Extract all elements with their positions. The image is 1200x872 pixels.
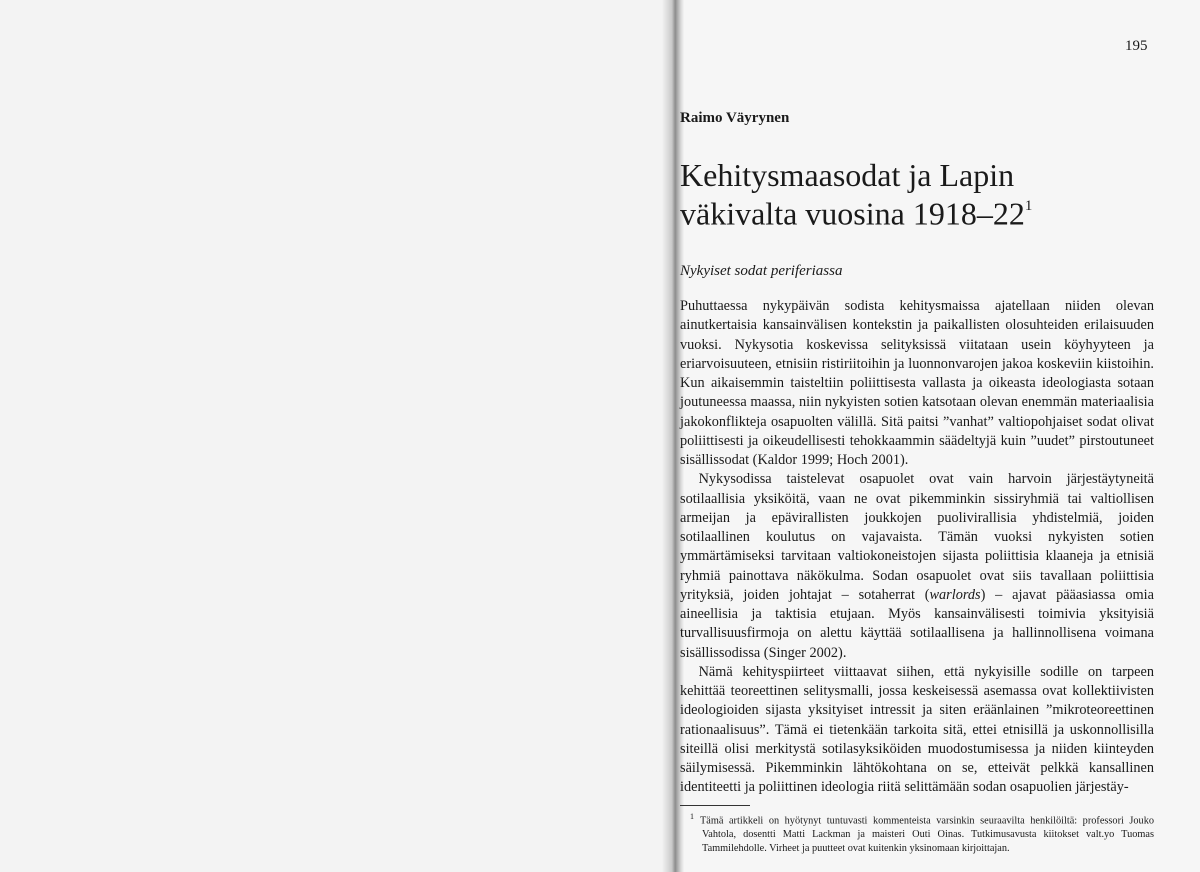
footnote-mark: 1	[690, 812, 694, 821]
paragraph-3: Nämä kehityspiirteet viittaavat siihen, että nykyisille sodille on tarpeen kehittää teoreettinen selitysmalli, jossa keskeisessä asemassa ovat kollektiivisten ideologioiden sijasta yksityiset intressit ja siten eräänlainen ”mikroteoreettinen rationaalisuus”. Tämä ei tietenkään tarkoita sitä, ettei etnisillä ja uskonnollisilla siteillä olisi merkitystä sotilasyksiköiden muodostumisessa ja niiden kiinteyden säilymisessä. Pikemminkin lähtökohtana on se, etteivät pelkkä kansallinen identiteetti ja poliittinen ideologia riitä selittämään sodan osapuolien järjestäy-	[680, 663, 1154, 796]
footnote-divider	[680, 805, 750, 806]
body-text	[680, 297, 1154, 798]
title-footnote-mark: 1	[1024, 198, 1033, 214]
article-title	[680, 158, 1120, 231]
section-subheading: Nykyiset sodat periferiassa	[680, 263, 843, 279]
footnote-text: Tämä artikkeli on hyötynyt tuntuvasti kommenteista varsinkin seuraavilta henkilöiltä: professori Jouko Vahtola, dosentti Matti Lackman ja maisteri Outi Oinas. Tutkimusavusta kiitokset valt.yo Tuomas Tammilehdolle. Virheet ja puutteet ovat kuitenkin yksinomaan kirjoittajan.	[700, 815, 1154, 855]
footnote	[680, 810, 1154, 856]
paragraph-1: Puhuttaessa nykypäivän sodista kehitysmaissa ajatellaan niiden olevan ainutkertaisia kansainvälisen kontekstin ja paikallisten olosuhteiden erilaisuuden vuoksi. Nykysotia koskevissa selityksissä viitataan usein köyhyyteen ja eriarvoisuuteen, etnisiin ristiriitoihin ja luonnonvarojen jakoa koskeviin kiistoihin. Kun aikaisemmin taisteltiin poliittisesta vallasta ja oikeasta ideologiasta sotaan joutuneessa maassa, niin nykyisten sotien katsotaan olevan enemmän materiaalisia jakokonflikteja osapuolten välillä. Sitä paitsi ”vanhat” valtiopohjaiset sodat olivat poliittisesti ja oikeudellisesti tehokkaammin säädeltyjä kuin ”uudet” pirstoutuneet sisällissodat (Kaldor 1999; Hoch 2001).	[680, 298, 1154, 468]
article-title-text: Kehitysmaasodat ja Lapin väkivalta vuosina 1918–22	[680, 157, 1025, 232]
page-number: 195	[1125, 38, 1148, 54]
author-name: Raimo Väyrynen	[680, 110, 790, 126]
paragraph-2	[680, 470, 1154, 663]
footnote-paragraph	[680, 810, 1154, 856]
paragraph-2-italic-term: warlords	[929, 586, 981, 603]
paragraph-2-part-a: Nykysodissa taistelevat osapuolet ovat vain harvoin järjestäytyneitä sotilaallisia yksiköitä, vaan ne ovat pikemminkin sissiryhmiä tai valtiollisen armeijan ja epävirallisten joukkojen puolivirallisia yhdistelmiä, joiden sotilaallinen koulutus on vajavaista. Tämän vuoksi nykyisten sotien ymmärtämiseksi tarvitaan valtiokoneistojen sijasta poliittisia klaaneja ja etnisiä ryhmiä painottava näkökulma. Sodan osapuolet ovat siis tavallaan poliittisia yrityksiä, joiden johtajat – sotaherrat (	[680, 471, 1154, 603]
paragraph-2-part-b: ) – ajavat pääasiassa omia aineellisia ja taktisia etujaan. Myös kansainvälisesti toimivia yksityisiä turvallisuusfirmoja on alettu käyttää sotilaallisena ja hallinnollisena voimana sisällissodissa (Singer 2002).	[680, 586, 1154, 661]
